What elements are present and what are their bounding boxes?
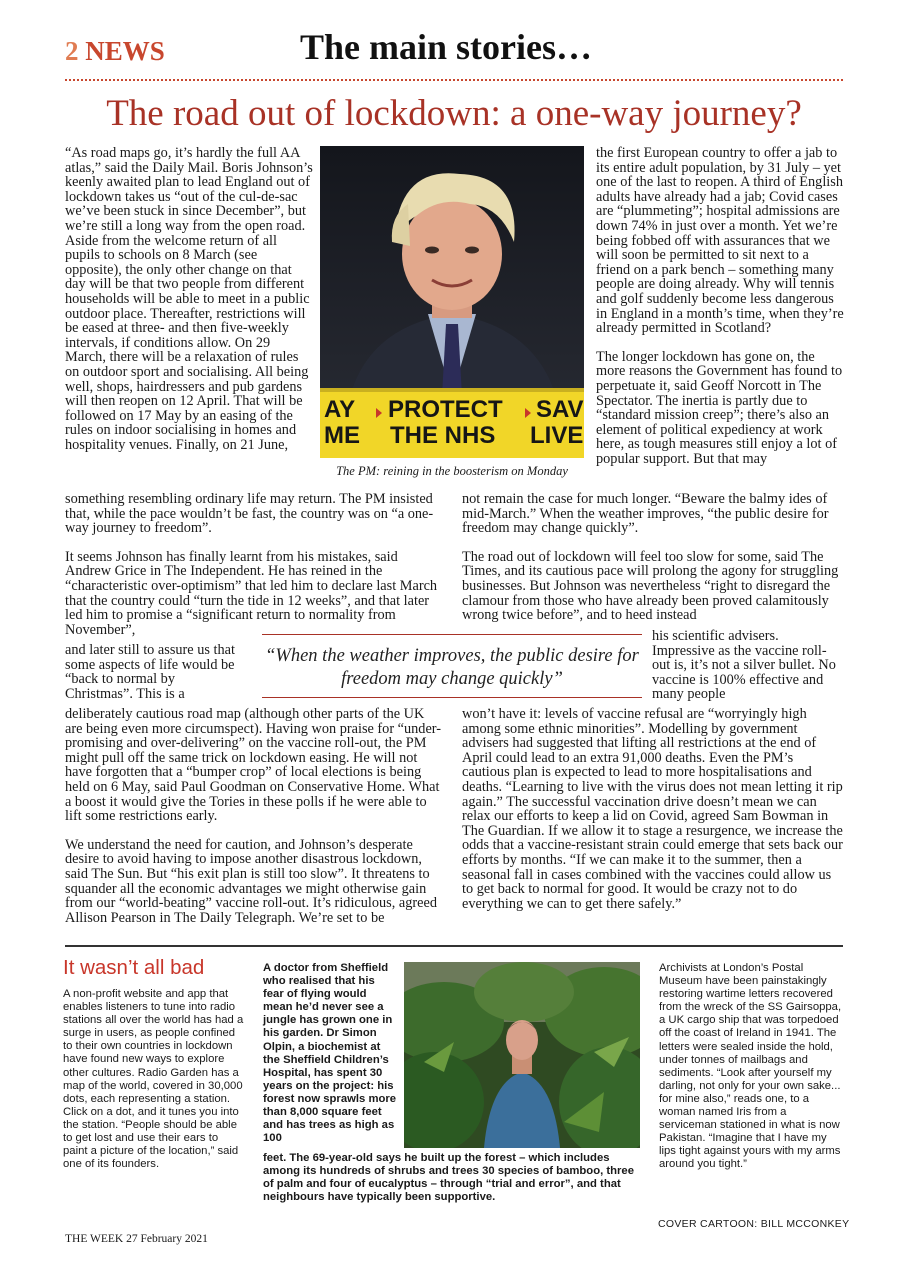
section-name: NEWS: [85, 36, 165, 66]
article-col1-text: “As road maps go, it’s hardly the full AA atlas,” said the Daily Mail. Boris Johnson’s keenly awaited plan to lead England out of lockdown takes us “out of the cul-de-sac we’ve been stuck in since December”, but we’re still a long way from the open road. Aside from the welcome return of all pupils to schools on 8 March (see opposite), the only other change on that day will be that two people from different households will be able to meet in a public outdoor place. Thereafter, restrictions will be eased at three- and then five-weekly intervals, if conditions allow. On 29 March, there will be a relaxation of rules on outdoor sport and socialising. All being well, shops, hairdressers and pub gardens will then reopen on 12 April. That will be followed on 17 May by an easing of the rules on indoor socialising in homes and hospitality venues. Finally, on 21 June,: [65, 145, 313, 453]
sign-left-line1: AY: [324, 396, 356, 423]
article-col1-mid: [65, 492, 445, 637]
sign-right-line1: SAV: [536, 396, 584, 423]
article-col2-paragraph: The road out of lockdown will feel too slow for some, said The Times, and its cautious pace will prolong the agony for struggling businesses. But Johnson was nevertheless “right to disregard the clamour from those who have already been proved calamitously wrong twice before”, and to heed instead: [462, 548, 839, 624]
sidebar-story-forest-top: A doctor from Sheffield who realised that his fear of flying would mean he’d never see a jungle has grown one in his garden. Dr Simon Olpin, a biochemist at the Sheffield Children’s Hospital, has spent 30 years on the project: his forest now sprawls more than 8,000 square feet and has trees as high as 100: [263, 962, 397, 1145]
article-col2-wrap: [652, 629, 843, 702]
photo-caption: The PM: reining in the boosterism on Monday: [336, 464, 568, 478]
sign-mid-line1: PROTECT: [388, 396, 503, 423]
article-headline: The road out of lockdown: a one-way journey?: [106, 93, 802, 134]
article-col1-wrap: [65, 643, 237, 701]
page-title: The main stories…: [300, 27, 592, 67]
sidebar-story-letters: Archivists at London’s Postal Museum have been painstakingly restoring wartime letters recovered from the wreck of the SS Gairsoppa, a UK cargo ship that was torpedoed off the coast of Ireland in 1941. The letters were sealed inside the hold, under tonnes of mailbags and sediments. “Look after yourself my darling, not only for your own sake... for mine also,” reads one, to a woman named Iris from a serviceman stationed in what is now Pakistan. “Imagine that I have my lips tight against yours with my arms around you tight.”: [659, 962, 842, 1171]
section-label: [65, 36, 165, 67]
pull-quote: “When the weather improves, the public desire for freedom may change quickly”: [265, 646, 639, 689]
article-col2-wrap-text: his scientific advisers. Impressive as the vaccine roll-out is, it’s not a silver bullet. No vaccine is 100% effective and many people: [652, 628, 836, 703]
sidebar-title: It wasn’t all bad: [63, 956, 205, 979]
header-divider: [65, 79, 843, 81]
article-col2-paragraph: won’t have it: levels of vaccine refusal are “worryingly high among some ethnic minorities”. Modelling by government advisers had suggested that lifting all restrictions at the end of April could lead to an extra 91,000 deaths. Even the PM’s cautious plan is expected to lead to more hospitalisations and deaths. “Learning to live with the virus does not mean letting it rip again.” The successful vaccination drive doesn’t mean we can relax our efforts to keep a lid on Covid, agreed Sam Bowman in The Guardian. If we allow it to stage a resurgence, we increase the odds that a vaccine-resistant strain could emerge that sets back our efforts by months. “If we can make it to the summer, then a seasonal fall in cases combined with the vaccines could allow us to get back to normal for good. It would be crazy not to do everything we can to get there safely.”: [462, 706, 843, 912]
article-col2-bottom: [462, 707, 843, 911]
pull-quote-bottom-rule: [262, 697, 642, 698]
pm-photo-illustration: [320, 146, 584, 458]
cover-credit: COVER CARTOON: BILL MCCONKEY: [658, 1218, 850, 1230]
sign-mid-line2: THE NHS: [390, 422, 496, 449]
article-col2-mid: [462, 492, 843, 623]
sidebar-story-forest-bottom: feet. The 69-year-old says he built up the forest – which includes among its hundreds of shrubs and trees 30 species of bamboo, three of palm and four of eucalyptus – through “trial and error”, and that neighbours have typically been supportive.: [263, 1152, 634, 1204]
article-col1-paragraph: It seems Johnson has finally learnt from his mistakes, said Andrew Grice in The Independent. He has reined in the “characteristic over-optimism” that led him to declare last March that the country could “turn the tide in 12 weeks”, and that later led him to promise a “significant return to normality from November”,: [65, 548, 438, 638]
article-photo: [320, 146, 584, 458]
article-col2-paragraph: The longer lockdown has gone on, the more reasons the Government has found to perpetuate it, said Geoff Norcott in The Spectator. The inertia is partly due to “standard mission creep”; there’s also an element of political expediency at work here, as tough measures still enjoy a lot of popular support. But that may: [596, 348, 843, 467]
sign-left-line2: ME: [324, 422, 360, 449]
section-number: 2: [65, 36, 79, 66]
sign-right-line2: LIVE: [530, 422, 584, 449]
page-footer: THE WEEK 27 February 2021: [65, 1233, 208, 1245]
article-col1-wrap-text: and later still to assure us that some aspects of life would be “back to normal by Christmas”. This is a: [65, 642, 235, 702]
article-col1-paragraph: We understand the need for caution, and Johnson’s desperate desire to avoid having to impose another disastrous lockdown, said The Sun. But “his exit plan is still too slow”. It threatens to squander all the economic advantages we might otherwise gain from our “world-beating” vaccine roll-out. It’s ridiculous, agreed Allison Pearson in The Daily Telegraph. We’re set to be: [65, 836, 437, 926]
article-col1-bottom: [65, 707, 445, 925]
pull-quote-top-rule: [262, 634, 642, 635]
jungle-photo-illustration: [404, 962, 640, 1148]
article-col1-paragraph: deliberately cautious road map (although other parts of the UK are being even more circumspect). Having won praise for “under-promising and over-delivering” on the vaccine roll-out, the PM might pull off the same trick on lockdown easing. He will not have forgotten that a “bumper crop” of local elections is being held on 6 May, said Paul Goodman on Conservative Home. What a boost it would give the Tories in these polls if he were able to lift some restrictions early.: [65, 706, 442, 825]
article-col2-paragraph: the first European country to offer a jab to its entire adult population, by 31 July – yet one of the last to reopen. A third of English adults have already had a jab; Covid cases are “plummeting”; hospital admissions are down 74% in just over a month. Yet we’re being fobbed off with assurances that we will soon be permitted to sit next to a friend on a park bench – something many people are doing already. Why will tennis and golf suddenly become less dangerous in England in a month’s time, when they’re already permitted in Scotland?: [596, 145, 844, 337]
article-col2-top: [596, 146, 844, 466]
article-col2-paragraph: not remain the case for much longer. “Beware the balmy ides of mid-March.” When the weather improves, “the public desire for freedom may change quickly”.: [462, 491, 829, 537]
article-col1-paragraph: something resembling ordinary life may return. The PM insisted that, while the pace wouldn’t be fast, the country was on “a one-way journey to freedom”.: [65, 491, 434, 537]
forest-photo: [404, 962, 640, 1148]
article-col1-top: [65, 146, 313, 452]
section-divider: [65, 945, 843, 947]
sidebar-story-radio: A non-profit website and app that enables listeners to tune into radio stations all over the world has had a surge in users, as people confined to their own countries in lockdown have found new ways to explore other cultures. Radio Garden has a map of the world, covered in 30,000 dots, each representing a station. Click on a dot, and it tunes you into the station. “People should be able to get lost and use their ears to paint a picture of the location,” said one of its founders.: [63, 988, 244, 1171]
